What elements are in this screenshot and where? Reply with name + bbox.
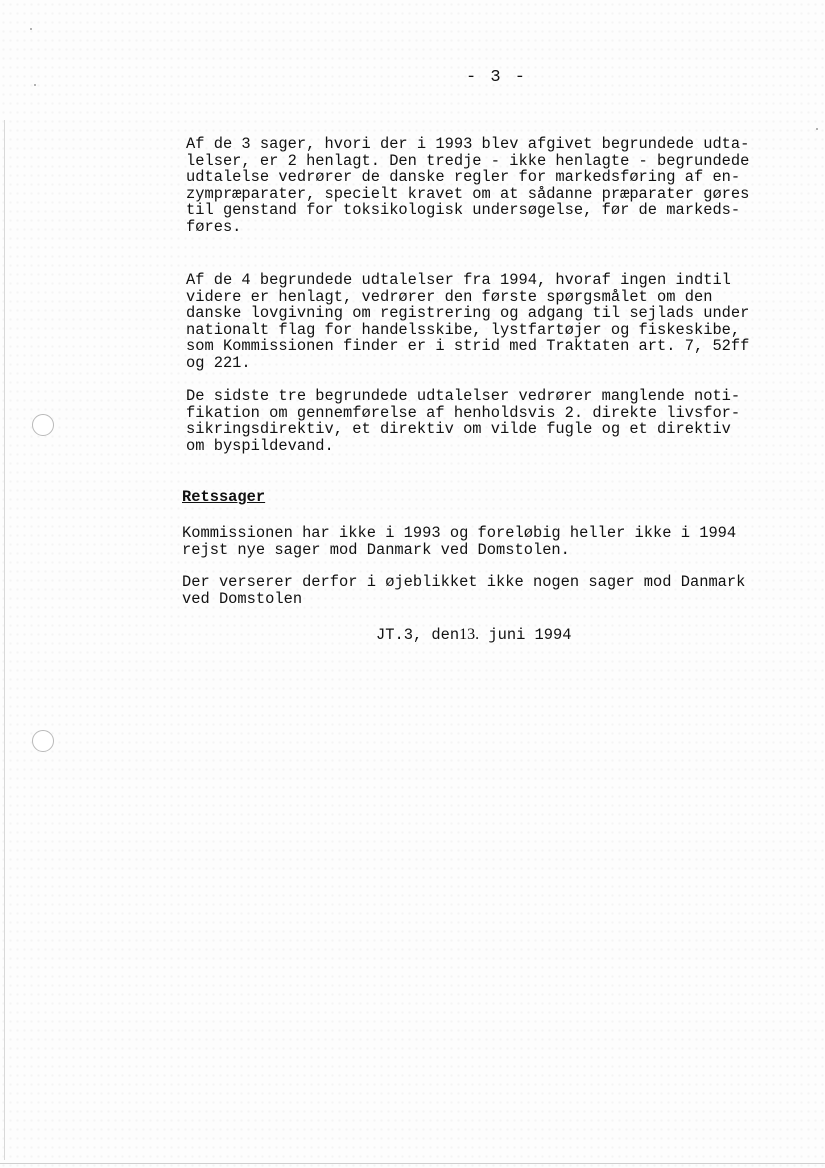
- scan-bottom-edge: [0, 1163, 825, 1164]
- paragraph-3: De sidste tre begrundede udtalelser vedrører manglende noti- fikation om gennemførelse af henholdsvis 2. direkte livsfor- sikringsdirektiv, et direktiv om vilde fugle og et direktiv om byspildevand.: [186, 387, 741, 455]
- paragraph-1: Af de 3 sager, hvori der i 1993 blev afgivet begrundede udta- lelser, er 2 henlagt. Den tredje - ikke henlagte - begrundede udtalelse vedrører de danske regler for markedsføring af en- zympræparater, specielt kravet om at sådanne præparater gøres til genstand for toksikologisk undersøgelse, før de markeds- føres.: [186, 135, 750, 236]
- section-heading: Retssager: [182, 488, 266, 506]
- signature-day: 13.: [459, 626, 480, 643]
- signature-line: [376, 626, 571, 644]
- paragraph-2: Af de 4 begrundede udtalelser fra 1994, hvoraf ingen indtil videre er henlagt, vedrører den første spørgsmålet om den danske lovgivning om registrering og adgang til sejlads under nationalt flag for handelsskibe, lystfartøjer og fiskeskibe, som Kommissionen finder er i strid med Traktaten art. 7, 52ff og 221.: [186, 271, 750, 372]
- paragraph-4: Kommissionen har ikke i 1993 og foreløbig heller ikke i 1994 rejst nye sager mod Danmark ved Domstolen.: [182, 524, 737, 559]
- scan-edge-line: [4, 120, 5, 1160]
- scan-speck: [34, 84, 36, 86]
- signature-suffix: juni 1994: [479, 626, 572, 644]
- scan-speck: [30, 28, 32, 30]
- paragraph-5: Der verserer derfor i øjeblikket ikke nogen sager mod Danmark ved Domstolen: [182, 573, 746, 608]
- signature-prefix: JT.3, den: [376, 626, 460, 644]
- page-number: - 3 -: [466, 68, 528, 87]
- punch-hole: [32, 414, 54, 436]
- scan-speck: [816, 128, 818, 130]
- punch-hole: [32, 730, 54, 752]
